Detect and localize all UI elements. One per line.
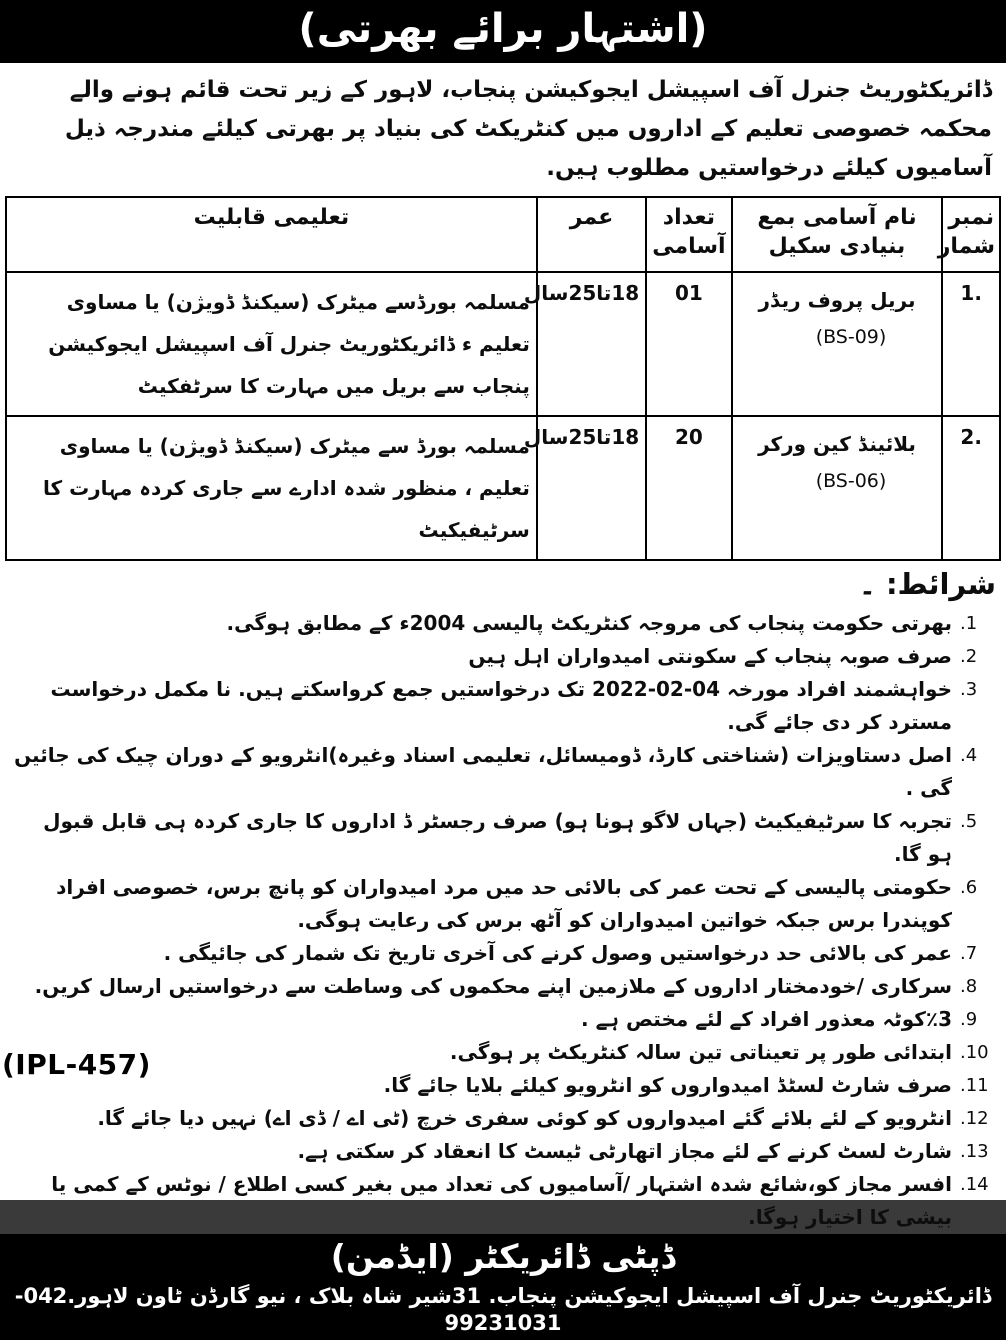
table-header-row bbox=[6, 197, 1000, 272]
condition-text: اصل دستاویزات (شناختی کارڈ، ڈومیسائل، تعلیمی اسناد وغیرہ)انٹرویو کے دوران چیک کی جائیں گی . bbox=[14, 743, 952, 801]
col-header-age: عمر bbox=[537, 197, 646, 272]
condition-number: 11. bbox=[960, 1075, 989, 1097]
condition-item bbox=[8, 607, 996, 640]
condition-number: 4. bbox=[960, 745, 978, 767]
condition-number: 9. bbox=[960, 1009, 978, 1031]
post-name: بلائینڈ کین ورکر bbox=[758, 432, 916, 457]
serial-value: 1. bbox=[960, 281, 982, 306]
col-header-post: نام آسامی بمع بنیادی سکیل bbox=[732, 197, 943, 272]
pay-scale: (BS-06) bbox=[815, 470, 887, 493]
post-name-cell bbox=[732, 272, 943, 416]
condition-number: 13. bbox=[960, 1141, 989, 1163]
col-header-qualification: تعلیمی قابلیت bbox=[6, 197, 537, 272]
signatory-title: ڈپٹی ڈائریکٹر (ایڈمن) bbox=[330, 1237, 676, 1277]
col-header-serial: نمبر شمار bbox=[942, 197, 1000, 272]
conditions-section bbox=[0, 561, 1006, 1234]
condition-number: 2. bbox=[960, 646, 978, 668]
condition-number: 1. bbox=[960, 613, 978, 635]
condition-item bbox=[8, 640, 996, 673]
condition-item bbox=[8, 1036, 996, 1069]
condition-text: صرف شارٹ لسٹڈ امیدواروں کو انٹرویو کیلئے بلایا جائے گا. bbox=[383, 1073, 952, 1098]
conditions-heading: شرائط: ۔ bbox=[858, 567, 996, 602]
condition-text: عمر کی بالائی حد درخواستیں وصول کرنے کی آخری تاریخ تک شمار کی جائیگی . bbox=[163, 941, 952, 966]
condition-item bbox=[8, 970, 996, 1003]
condition-number: 8. bbox=[960, 976, 978, 998]
serial-number bbox=[942, 272, 1000, 416]
ipl-code: (IPL-457) bbox=[0, 1048, 155, 1083]
condition-number: 3. bbox=[960, 679, 978, 701]
post-count: 20 bbox=[646, 416, 731, 560]
pay-scale: (BS-09) bbox=[815, 326, 887, 349]
condition-text: ٪3کوٹہ معذور افراد کے لئے مختص ہے . bbox=[581, 1007, 952, 1032]
post-count: 01 bbox=[646, 272, 731, 416]
condition-item bbox=[8, 1135, 996, 1168]
condition-item bbox=[8, 805, 996, 871]
condition-text: ابتدائی طور پر تعیناتی تین سالہ کنٹریکٹ پر ہوگی. bbox=[449, 1040, 952, 1065]
condition-item bbox=[8, 871, 996, 937]
serial-number bbox=[942, 416, 1000, 560]
condition-text: شارٹ لسٹ کرنے کے لئے مجاز اتھارٹی ٹیسٹ کا انعقاد کر سکتی ہے. bbox=[297, 1139, 952, 1164]
condition-number: 6. bbox=[960, 877, 978, 899]
post-name-cell bbox=[732, 416, 943, 560]
vacancy-table bbox=[5, 196, 1001, 561]
condition-item bbox=[8, 1102, 996, 1135]
condition-item bbox=[8, 739, 996, 805]
col-header-count: تعداد آسامی bbox=[646, 197, 731, 272]
post-name: بریل پروف ریڈر bbox=[758, 288, 916, 313]
condition-number: 7. bbox=[960, 943, 978, 965]
condition-number: 10. bbox=[960, 1042, 989, 1064]
condition-number: 12. bbox=[960, 1108, 989, 1130]
age-range: 18تا25سال bbox=[537, 272, 646, 416]
office-address: ڈائریکٹوریٹ جنرل آف اسپیشل ایجوکیشن پنجاب. 31شیر شاہ بلاک ، نیو گارڈن ٹاون لاہور.042-99231031 bbox=[14, 1283, 992, 1335]
qualification-text: مسلمہ بورڈ سے میٹرک (سیکنڈ ڈویژن) یا مساوی تعلیم ، منظور شدہ ادارے سے جاری کردہ مہارت کا سرٹیفیکیٹ bbox=[6, 416, 537, 560]
condition-number: 14. bbox=[960, 1174, 989, 1196]
title-banner bbox=[0, 0, 1006, 63]
condition-item bbox=[8, 1003, 996, 1036]
footer-banner bbox=[0, 1234, 1006, 1340]
table-row bbox=[6, 416, 1000, 560]
condition-text: خواہشمند افراد مورخہ 04-02-2022 تک درخواستیں جمع کرواسکتے ہیں. نا مکمل درخواست مسترد کر دی جائے گی. bbox=[50, 677, 952, 735]
condition-item bbox=[8, 937, 996, 970]
condition-item bbox=[8, 673, 996, 739]
condition-text: انٹرویو کے لئے بلائے گئے امیدواروں کو کوئی سفری خرچ (ٹی اے / ڈی اے) نہیں دیا جائے گا. bbox=[97, 1106, 952, 1131]
condition-item bbox=[8, 1168, 996, 1234]
condition-text: سرکاری /خودمختار اداروں کے ملازمین اپنے محکموں کی وساطت سے درخواستیں ارسال کریں. bbox=[34, 974, 952, 999]
condition-text: حکومتی پالیسی کے تحت عمر کی بالائی حد میں مرد امیدواران کو پانچ برس، خصوصی افراد کوپندرا برس جبکہ خواتین امیدواران کو آٹھ برس کی رعایت ہوگی. bbox=[56, 875, 952, 933]
condition-text: صرف صوبہ پنجاب کے سکونتی امیدواران اہل ہیں bbox=[468, 644, 952, 669]
condition-text: تجربہ کا سرٹیفیکیٹ (جہاں لاگو ہونا ہو) صرف رجسٹر ڈ اداروں کا جاری کردہ ہی قابل قبول ہو گا. bbox=[43, 809, 952, 867]
serial-value: 2. bbox=[960, 425, 982, 450]
condition-text: افسر مجاز کو،شائع شدہ اشتہار /آسامیوں کی تعداد میں بغیر کسی اطلاع / نوٹس کے کمی یا بیشی کا اختیار ہوگا. bbox=[51, 1172, 952, 1230]
condition-number: 5. bbox=[960, 811, 978, 833]
ad-title: (اشتہار برائے بھرتی) bbox=[298, 5, 708, 52]
intro-paragraph: ڈائریکٹوریٹ جنرل آف اسپیشل ایجوکیشن پنجاب، لاہور کے زیر تحت قائم ہونے والے محکمہ خصوصی تعلیم کے اداروں میں کنٹریکٹ کی بنیاد پر بھرتی کیلئے مندرجہ ذیل آسامیوں کیلئے درخواستیں مطلوب ہیں. bbox=[64, 77, 992, 181]
age-range: 18تا25سال bbox=[537, 416, 646, 560]
condition-text: بھرتی حکومت پنجاب کی مروجہ کنٹریکٹ پالیسی 2004ء کے مطابق ہوگی. bbox=[226, 611, 952, 636]
qualification-text: مسلمہ بورڈسے میٹرک (سیکنڈ ڈویژن) یا مساوی تعلیم ء ڈائریکٹوریٹ جنرل آف اسپیشل ایجوکیشن پنجاب سے بریل میں مہارت کا سرٹفکیٹ bbox=[6, 272, 537, 416]
condition-item bbox=[8, 1069, 996, 1102]
table-row bbox=[6, 272, 1000, 416]
